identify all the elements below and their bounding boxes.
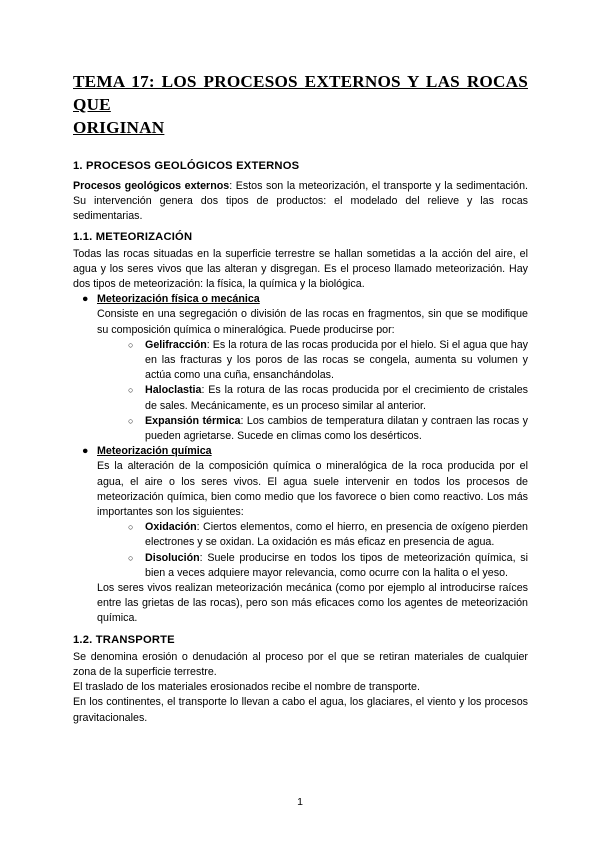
item-text: : Es la rotura de las rocas producida por el crecimiento de cristales de sales. Mecánicamente, es un proceso similar al anterior.	[145, 384, 528, 412]
list-item	[128, 520, 528, 550]
page-number: 1	[297, 796, 303, 808]
section-1-1-heading: 1.1. METEORIZACIÓN	[73, 230, 193, 243]
bullet-fisica	[82, 292, 528, 307]
bullet-icon: ●	[82, 445, 89, 458]
item-text: : Suele producirse en todos los tipos de meteorización química, si bien a veces adquiere mayor relevancia, como ocurre con la halita o el yeso.	[145, 551, 528, 579]
section-1-intro	[73, 179, 528, 225]
fisica-label: Meteorización física o mecánica	[97, 293, 260, 306]
item-term: Gelifracción	[145, 338, 207, 351]
bullet-quimica	[82, 444, 528, 459]
list-item	[128, 414, 528, 444]
page-content	[73, 70, 528, 726]
circle-bullet-icon: ○	[128, 552, 134, 563]
item-text: : Ciertos elementos, como el hierro, en presencia de oxígeno pierden electrones y se oxidan. La oxidación es más eficaz en presencia de agua.	[145, 521, 528, 549]
item-term: Oxidación	[145, 521, 197, 534]
item-text: : Los cambios de temperatura dilatan y contraen las rocas y pueden agrietarse. Sucede en climas como los desérticos.	[145, 414, 528, 443]
fisica-text: Consiste en una segregación o división de las rocas en fragmentos, sin que se modifique su composición química o mineralógica. Puede producirse por:	[97, 308, 528, 336]
section-1-heading: 1. PROCESOS GEOLÓGICOS EXTERNOS	[73, 160, 300, 172]
intro-text: : Estos son la meteorización, el transporte y la sedimentación. Su intervención genera dos tipos de productos: el modelado del relieve y las rocas sedimentarias.	[73, 180, 528, 223]
section-1-1-intro: Todas las rocas situadas en la superficie terrestre se hallan sometidas a la acción del aire, el agua y los seres vivos que las alteran y disgregan. Es el proceso llamado meteorización. Hay dos tipos de meteorización: la física, la química y la biológica.	[73, 247, 528, 291]
item-term: Expansión térmica	[145, 414, 241, 427]
circle-bullet-icon: ○	[128, 415, 134, 426]
bullet-icon: ●	[82, 293, 89, 306]
transporte-p3: En los continentes, el transporte lo llevan a cabo el agua, los glaciares, el viento y los procesos gravitacionales.	[73, 696, 528, 724]
title-line-2: ORIGINAN	[73, 118, 165, 137]
quimica-closing: Los seres vivos realizan meteorización mecánica (como por ejemplo al introducirse raíces entre las grietas de las rocas), pero son más eficaces como los agentes de meteorización química.	[97, 582, 528, 625]
item-term: Disolución	[145, 551, 200, 564]
quimica-text: Es la alteración de la composición química o mineralógica de la roca producida por el agua, el aire o los seres vivos. El agua suele intervenir en todos los procesos de meteorización química, bien como medio que los favorece o bien como reactivo. Los más importantes son los siguientes:	[97, 460, 528, 519]
list-item	[128, 551, 528, 581]
list-item	[128, 383, 528, 413]
intro-term: Procesos geológicos externos	[73, 180, 230, 192]
item-text: : Es la rotura de las rocas producida por el hielo. Si el agua que hay en las fracturas y los poros de las rocas se congela, aumenta su volumen y actúa como una cuña, ensanchándolas.	[145, 338, 528, 382]
item-term: Haloclastia	[145, 384, 202, 397]
section-1-2-heading: 1.2. TRANSPORTE	[73, 633, 175, 646]
quimica-label: Meteorización química	[97, 445, 212, 458]
transporte-p1: Se denomina erosión o denudación al proceso por el que se retiran materiales de cualquier zona de la superficie terrestre.	[73, 650, 528, 678]
document-title	[73, 70, 528, 139]
transporte-p2: El traslado de los materiales erosionados recibe el nombre de transporte.	[73, 681, 420, 694]
title-line-1: TEMA 17: LOS PROCESOS EXTERNOS Y LAS ROCAS QUE	[73, 72, 528, 114]
list-item	[128, 338, 528, 384]
circle-bullet-icon: ○	[128, 339, 134, 350]
circle-bullet-icon: ○	[128, 385, 134, 396]
circle-bullet-icon: ○	[128, 522, 134, 533]
